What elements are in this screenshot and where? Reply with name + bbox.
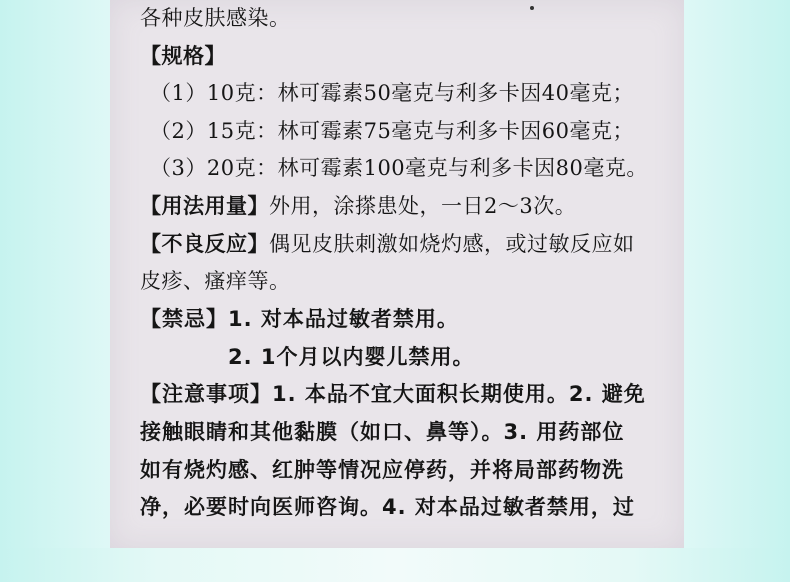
section-adverse: 【不良反应】偶见皮肤刺激如烧灼感，或过敏反应如: [140, 232, 635, 256]
text-line: 各种皮肤感染。: [140, 6, 291, 30]
precaution-line: 如有烧灼感、红肿等情况应停药，并将局部药物洗: [140, 458, 624, 482]
spec-line-1: （1）10克：林可霉素50毫克与利多卡因40毫克；: [150, 81, 635, 105]
background-band: [0, 548, 790, 582]
spec-line-3: （3）20克：林可霉素100毫克与利多卡因80毫克。: [150, 156, 648, 180]
contraindication-line: 2. 1个月以内婴儿禁用。: [228, 345, 475, 369]
section-contraindications: 【禁忌】1. 对本品过敏者禁用。: [140, 307, 459, 331]
spec-line-2: （2）15克：林可霉素75毫克与利多卡因60毫克；: [150, 119, 635, 143]
section-precautions: 【注意事项】1. 本品不宜大面积长期使用。2. 避免: [140, 382, 646, 406]
precaution-line: 接触眼睛和其他黏膜（如口、鼻等）。3. 用药部位: [140, 420, 625, 444]
speck: [530, 6, 534, 10]
precaution-line: 净，必要时向医师咨询。4. 对本品过敏者禁用，过: [140, 495, 635, 519]
text-line: 皮疹、瘙痒等。: [140, 269, 291, 293]
section-spec-heading: 【规格】: [140, 44, 226, 68]
section-usage: 【用法用量】外用，涂搽患处，一日2～3次。: [140, 194, 577, 218]
